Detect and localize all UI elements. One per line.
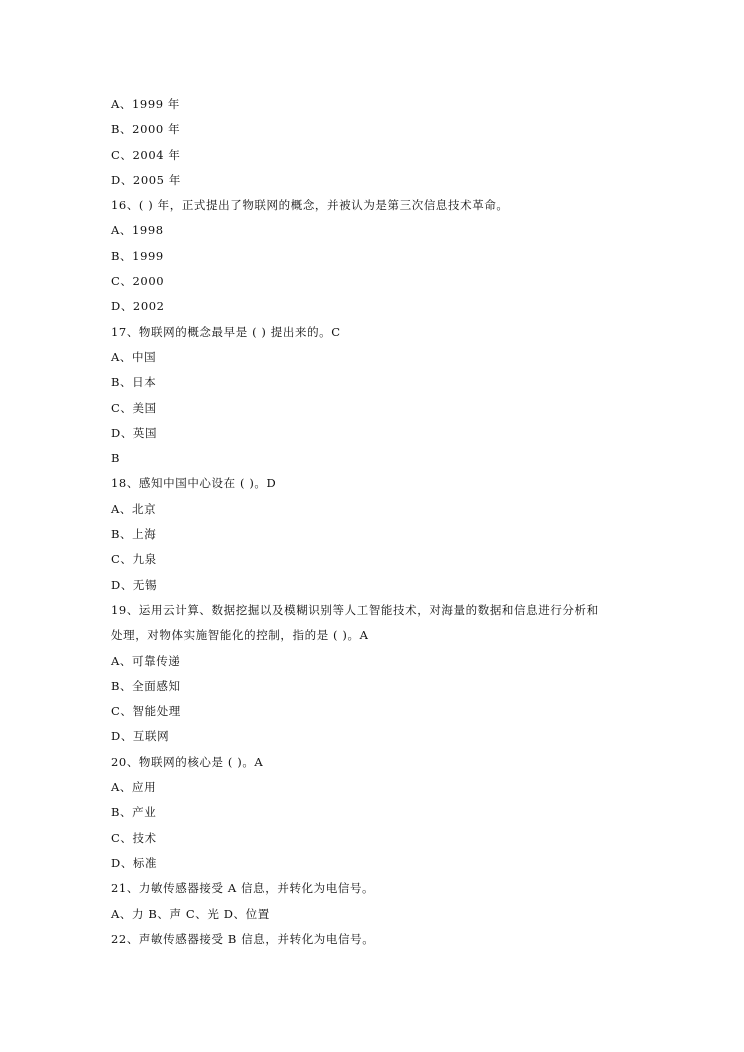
text-line: C、技术 — [111, 830, 157, 845]
text-line: B、1999 — [111, 248, 164, 263]
text-line: 19、运用云计算、数据挖掘以及模糊识别等人工智能技术，对海量的数据和信息进行分析和 — [111, 602, 599, 617]
text-line: B、全面感知 — [111, 678, 181, 693]
text-line: 处理，对物体实施智能化的控制，指的是 ( )。A — [111, 628, 369, 643]
text-line: C、2004 年 — [111, 147, 181, 162]
text-line: A、1998 — [111, 223, 164, 238]
text-line: B、上海 — [111, 527, 157, 542]
text-line: B — [111, 451, 121, 466]
text-line: A、1999 年 — [111, 97, 181, 111]
text-line: A、北京 — [111, 501, 157, 516]
text-line: C、智能处理 — [111, 704, 181, 719]
text-line: D、2005 年 — [111, 172, 181, 187]
text-line: 16、( ) 年，正式提出了物联网的概念，并被认为是第三次信息技术革命。 — [111, 198, 509, 213]
document-body — [111, 92, 671, 952]
text-line: C、美国 — [111, 400, 157, 415]
text-line: D、2002 — [111, 299, 165, 314]
text-line: B、2000 年 — [111, 122, 181, 137]
text-line: C、九泉 — [111, 552, 157, 567]
text-line: A、中国 — [111, 349, 157, 364]
text-line: 22、声敏传感器接受 B 信息，并转化为电信号。 — [111, 931, 375, 946]
text-line: A、应用 — [111, 780, 157, 795]
text-line: B、产业 — [111, 805, 157, 820]
text-line: D、互联网 — [111, 729, 170, 744]
text-line: D、标准 — [111, 855, 158, 870]
text-line: 17、物联网的概念最早是 ( ) 提出来的。C — [111, 324, 341, 339]
text-line: C、2000 — [111, 274, 165, 289]
text-line: D、英国 — [111, 425, 158, 440]
text-line: 21、力敏传感器接受 A 信息，并转化为电信号。 — [111, 881, 375, 896]
text-line: 18、感知中国中心设在 ( )。D — [111, 476, 277, 491]
text-line: A、可靠传递 — [111, 653, 181, 668]
text-line: A、力 B、声 C、光 D、位置 — [111, 906, 270, 921]
text-line: B、日本 — [111, 375, 157, 390]
text-line: D、无锡 — [111, 577, 158, 592]
text-line: 20、物联网的核心是 ( )。A — [111, 754, 264, 769]
